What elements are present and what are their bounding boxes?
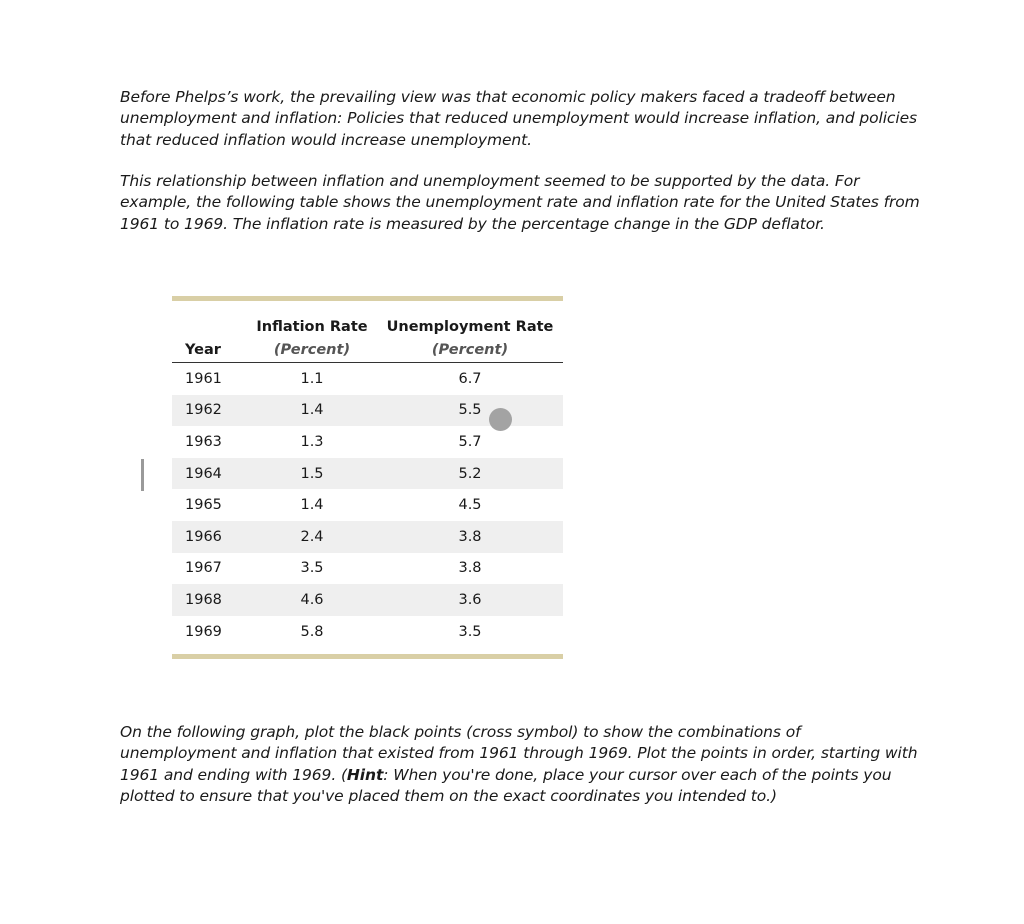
cell-unemployment: 3.8	[377, 521, 563, 553]
table-row	[172, 616, 563, 648]
cell-inflation: 1.4	[300, 497, 324, 514]
intro-paragraph: Before Phelps’s work, the prevailing view was that economic policy makers faced a tradeoff between unemployment and inflation: Policies that reduced unemployment would increase inflation, and policies that reduced inflation would increase unemployment.	[120, 88, 917, 149]
table-bottom-rule	[172, 654, 563, 659]
table-row	[172, 489, 563, 521]
cell-inflation: 3.5	[300, 560, 324, 577]
instructions-text-start: On the following graph, plot the black points (cross symbol) to show the combinations of unemployment and inflation that existed from 1961 through 1969. Plot the points in order, starting with 1961 and ending with 1969. (	[120, 723, 918, 784]
header-unemployment-rate: Unemployment Rate	[386, 319, 554, 335]
cell-year: 1969	[185, 623, 222, 640]
cell-inflation: 5.8	[300, 623, 324, 640]
cell-inflation: 1.5	[247, 458, 377, 490]
cell-year: 1962	[172, 395, 247, 427]
header-spacer	[172, 301, 247, 338]
inflation-unemployment-table	[172, 301, 563, 647]
table-row	[172, 553, 563, 585]
data-intro-paragraph: This relationship between inflation and unemployment seemed to be supported by the data. For example, the following table shows the unemployment rate and inflation rate for the United States from 1961 to 1969. The inflation rate is measured by the percentage change in the GDP deflator.	[120, 172, 920, 233]
cell-year: 1963	[185, 433, 222, 450]
header-inflation-rate: Inflation Rate	[256, 319, 368, 335]
cell-year: 1964	[172, 458, 247, 490]
cell-unemployment: 5.2	[377, 458, 563, 490]
cell-inflation: 1.1	[300, 370, 324, 387]
cell-year: 1966	[172, 521, 247, 553]
cell-inflation: 1.3	[300, 433, 324, 450]
table-row	[172, 426, 563, 458]
cell-year: 1965	[185, 497, 222, 514]
header-inflation-unit: (Percent)	[247, 338, 377, 363]
table-row	[172, 458, 563, 490]
instructions-text-end: : When you're done, place your cursor over each of the points you plotted to ensure that you've placed them on the exact coordinates you intended to.)	[120, 765, 892, 805]
cell-inflation: 4.6	[247, 584, 377, 616]
table-row	[172, 521, 563, 553]
cell-year: 1967	[185, 560, 222, 577]
text-cursor-bar	[141, 459, 144, 491]
header-year: Year	[172, 338, 247, 363]
hint-label: Hint	[346, 765, 384, 784]
cell-unemployment: 3.8	[458, 560, 482, 577]
pointer-cursor-icon	[489, 408, 512, 431]
cell-inflation: 2.4	[247, 521, 377, 553]
cell-unemployment: 5.5	[377, 395, 563, 427]
cell-unemployment: 4.5	[458, 497, 482, 514]
cell-unemployment: 6.7	[458, 370, 482, 387]
cell-unemployment: 3.6	[377, 584, 563, 616]
table-row	[172, 584, 563, 616]
cell-unemployment: 3.5	[458, 623, 482, 640]
table-body	[172, 363, 563, 648]
data-table-container	[172, 296, 563, 647]
cell-year: 1968	[172, 584, 247, 616]
cell-year: 1961	[185, 370, 222, 387]
instructions-paragraph	[120, 722, 920, 807]
header-unemployment-unit: (Percent)	[377, 338, 563, 363]
cell-unemployment: 5.7	[458, 433, 482, 450]
cell-inflation: 1.4	[247, 395, 377, 427]
table-row	[172, 363, 563, 395]
